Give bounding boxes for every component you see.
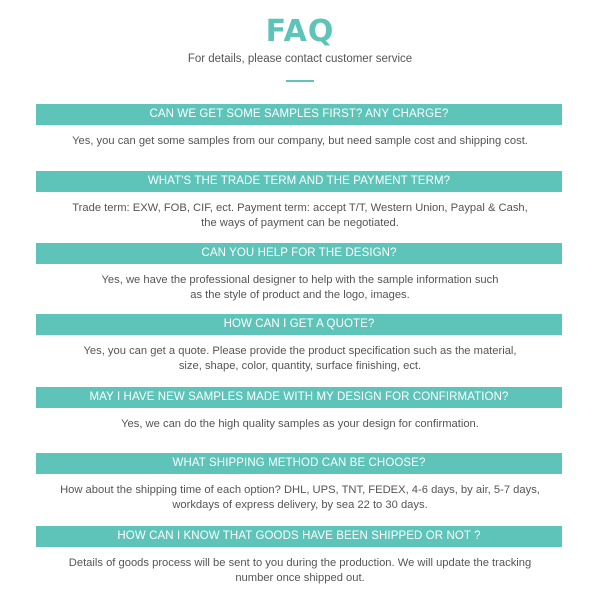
faq-answer-line: as the style of product and the logo, images. (190, 289, 410, 301)
faq-answer (40, 134, 560, 149)
faq-answer-line: Yes, you can get a quote. Please provide the product specification such as the material, (83, 345, 517, 357)
faq-header (0, 0, 600, 100)
faq-answer-line: the ways of payment can be negotiated. (201, 217, 399, 229)
faq-answer-line: Trade term: EXW, FOB, CIF, ect. Payment term: accept T/T, Western Union, Paypal & Cash, (72, 202, 528, 214)
faq-question: WHAT'S THE TRADE TERM AND THE PAYMENT TERM? (36, 171, 562, 192)
faq-answer-line: Yes, we have the professional designer to help with the sample information such (101, 274, 499, 286)
faq-answer-line: Details of goods process will be sent to you during the production. We will update the tracking (68, 557, 532, 569)
faq-answer-line: Yes, we can do the high quality samples as your design for confirmation. (121, 418, 479, 430)
faq-answer (40, 417, 560, 432)
faq-question: MAY I HAVE NEW SAMPLES MADE WITH MY DESIGN FOR CONFIRMATION? (36, 387, 562, 408)
faq-answer (40, 344, 560, 374)
title-divider (286, 80, 314, 82)
faq-answer-line: workdays of express delivery, by sea 22 to 30 days. (172, 499, 428, 511)
faq-answer-line: size, shape, color, quantity, surface finishing, ect. (178, 360, 422, 372)
faq-answer (40, 201, 560, 231)
faq-question: CAN YOU HELP FOR THE DESIGN? (36, 243, 562, 264)
faq-question: WHAT SHIPPING METHOD CAN BE CHOOSE? (36, 453, 562, 474)
faq-question: HOW CAN I GET A QUOTE? (36, 314, 562, 335)
faq-answer-line: How about the shipping time of each option? DHL, UPS, TNT, FEDEX, 4-6 days, by air, 5-7 days, (60, 484, 540, 496)
faq-answer-line: Yes, you can get some samples from our company, but need sample cost and shipping cost. (72, 135, 528, 147)
faq-answer (40, 556, 560, 586)
page-title: FAQ (265, 14, 335, 49)
faq-answer (40, 273, 560, 303)
page-subtitle: For details, please contact customer service (187, 53, 413, 65)
faq-question: CAN WE GET SOME SAMPLES FIRST? ANY CHARGE? (36, 104, 562, 125)
faq-question: HOW CAN I KNOW THAT GOODS HAVE BEEN SHIPPED OR NOT ? (36, 526, 562, 547)
faq-answer-line: number once shipped out. (235, 572, 365, 584)
faq-answer (40, 483, 560, 513)
